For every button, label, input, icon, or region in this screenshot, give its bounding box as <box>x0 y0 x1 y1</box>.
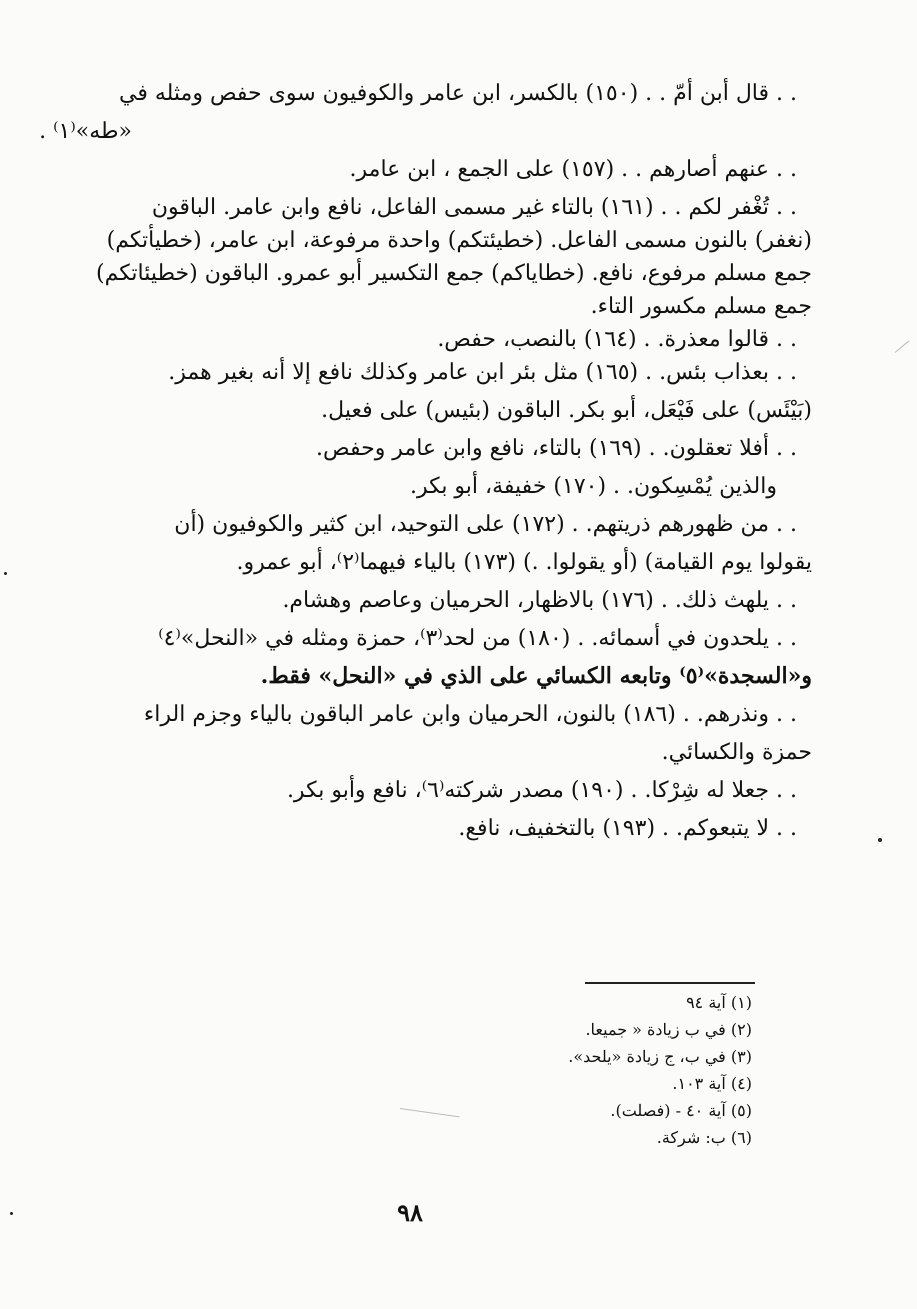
text-line: . . بعذاب بئس. . (١٦٥) مثل بئر ابن عامر وكذلك نافع إلا أنه بغير همز. <box>168 360 797 385</box>
text-line: جمع مسلم مكسور التاء. <box>590 294 812 319</box>
text-line: (بَيْئَس) على فَيْعَل، أبو بكر. الباقون (بئيس) على فعيل. <box>321 398 812 423</box>
scan-streak <box>895 341 909 353</box>
footnote: (٢) في ب زيادة « جميعا. <box>585 1020 752 1039</box>
footnotes <box>420 992 752 1154</box>
text-line: . . قال أبن أمّ . . (١٥٠) بالكسر، ابن عامر والكوفيون سوى حفص ومثله في <box>118 81 797 106</box>
text-line: . . قالوا معذرة. . (١٦٤) بالنصب، حفص. <box>437 327 797 352</box>
text-line: والذين يُمْسِكون. . (١٧٠) خفيفة، أبو بكر. <box>410 474 777 499</box>
text-line: . . عنهم أصارهم . . (١٥٧) على الجمع ، ابن عامر. <box>349 157 797 182</box>
text-line: . . من ظهورهم ذريتهم. . (١٧٢) على التوحيد، ابن كثير والكوفيون (أن <box>174 512 797 537</box>
text-line: . . تُغْفر لكم . . (١٦١) بالتاء غير مسمى الفاعل، نافع وابن عامر. الباقون <box>151 195 797 220</box>
scan-speck <box>878 838 882 842</box>
main-text <box>39 80 812 853</box>
text-line: و«السجدة»⁽٥⁾ وتابعه الكسائي على الذي في «النحل» فقط. <box>260 663 812 689</box>
scan-speck <box>10 1212 13 1215</box>
text-line: (نغفر) بالنون مسمى الفاعل. (خطيئتكم) واحدة مرفوعة، ابن عامر، (خطيأتكم) <box>106 228 812 253</box>
page-number: ٩٨ <box>397 1198 423 1227</box>
text-line: . . ونذرهم. . (١٨٦) بالنون، الحرميان وابن عامر الباقون بالياء وجزم الراء <box>143 702 797 727</box>
scan-speck <box>4 572 7 575</box>
text-line: جمع مسلم مرفوع، نافع. (خطاياكم) جمع التكسير أبو عمرو. الباقون (خطيئاتكم) <box>96 261 812 286</box>
text-line: . . لا يتبعوكم. . (١٩٣) بالتخفيف، نافع. <box>458 816 797 841</box>
footnote: (٣) في ب، ج زيادة «يلحد». <box>568 1047 752 1066</box>
text-line: «طه»⁽١⁾ . <box>39 119 132 144</box>
text-line: حمزة والكسائي. <box>661 740 812 765</box>
footnote: (٦) ب: شركة. <box>656 1128 752 1147</box>
footnote: (٤) آية ١٠٣. <box>672 1074 752 1093</box>
text-line: يقولوا يوم القيامة) (أو يقولوا. .) (١٧٣) بالياء فيهما⁽٢⁾، أبو عمرو. <box>236 550 812 575</box>
footnote-divider <box>585 982 755 984</box>
footnote: (٥) آية ٤٠ - (فصلت). <box>610 1101 752 1120</box>
text-line: . . جعلا له شِرْكا. . (١٩٠) مصدر شركته⁽٦⁾، نافع وأبو بكر. <box>286 778 797 803</box>
text-line: . . يلهث ذلك. . (١٧٦) بالاظهار، الحرميان وعاصم وهشام. <box>282 588 797 613</box>
text-line: . . أفلا تعقلون. . (١٦٩) بالتاء، نافع وابن عامر وحفص. <box>316 436 797 461</box>
text-line: . . يلحدون في أسمائه. . (١٨٠) من لحد⁽٣⁾، حمزة ومثله في «النحل»⁽٤⁾ <box>158 626 797 651</box>
footnote: (١) آية ٩٤ <box>686 993 752 1012</box>
